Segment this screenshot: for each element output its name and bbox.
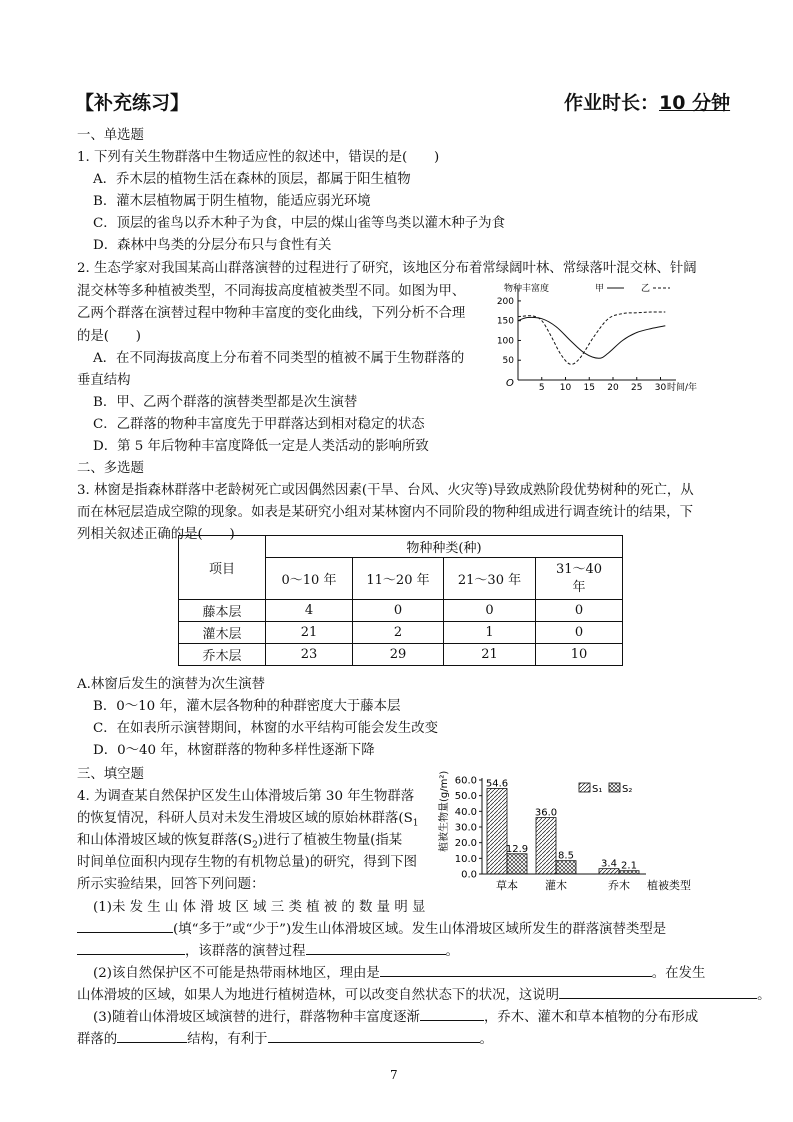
duration-value: 10 分钟 <box>659 92 731 114</box>
question-1-option-d: D．森林中鸟类的分层分布只与食性有关 <box>93 238 332 253</box>
y-tick-label: 50.0 <box>454 791 477 803</box>
question-2-option-d: D．第 5 年后物种丰富度降低一定是人类活动的影响所致 <box>93 439 429 454</box>
answer-blank[interactable] <box>559 986 757 999</box>
x-tick-label: 5 <box>538 383 545 393</box>
table-row <box>179 622 623 644</box>
bar-value-label: 12.9 <box>505 843 529 855</box>
answer-blank[interactable] <box>380 964 652 977</box>
x-tick-label: 30 <box>654 383 667 393</box>
question-4-part-2-end: 。 <box>757 988 771 1003</box>
table-cell: 0 <box>536 622 623 644</box>
question-3-line-3: 列相关叙述正确的是( ) <box>77 527 235 542</box>
question-4-part-3-line-1 <box>93 1006 698 1025</box>
question-2-line-1: 2. 生态学家对我国某高山群落演替的过程进行了研究，该地区分布着常绿阔叶林、常绿落叶混交林、针阔 <box>77 261 697 276</box>
question-4-line-2 <box>77 807 419 829</box>
subscript: 2 <box>252 840 258 851</box>
bar-s1-1 <box>536 818 556 874</box>
table-period-4-line-1: 31～40 <box>555 561 603 577</box>
question-3-option-d: D．0～40 年，林窗群落的物种多样性逐渐下降 <box>93 743 375 758</box>
question-4-part-3-text-3: 群落的 <box>77 1032 118 1047</box>
category-label: 草本 <box>496 879 518 892</box>
question-2-option-b: B．甲、乙两个群落的演替类型都是次生演替 <box>93 395 358 410</box>
species-table <box>178 535 623 666</box>
bar-s1-0 <box>487 788 507 874</box>
answer-blank[interactable] <box>77 942 185 955</box>
bar-value-label: 36.0 <box>534 807 558 819</box>
exercise-title: 【补充练习】 <box>75 92 190 114</box>
question-4-part-3-line-2 <box>77 1028 493 1047</box>
table-header-item: 项目 <box>179 536 266 600</box>
chart-y-label: 物种丰富度 <box>504 284 550 294</box>
homework-duration <box>564 88 730 115</box>
bar-value-label: 3.4 <box>601 858 617 870</box>
question-3-option-a: A.林窗后发生的演替为次生演替 <box>77 677 266 692</box>
question-2-option-a: A．在不同海拔高度上分布着不同类型的植被不属于生物群落的 <box>93 351 465 366</box>
y-tick-label: 40.0 <box>454 806 477 818</box>
table-cell: 0 <box>444 600 536 622</box>
table-cell: 21 <box>266 622 353 644</box>
question-4-part-2-text-2: 。在发生 <box>651 966 706 981</box>
question-4-line-5: 所示实验结果，回答下列问题： <box>77 877 265 892</box>
legend-jia-label: 甲 <box>595 284 605 294</box>
subscript: 1 <box>412 818 419 829</box>
question-1-option-c: C．顶层的雀鸟以乔木种子为食，中层的煤山雀等鸟类以灌木种子为食 <box>93 216 505 231</box>
x-tick-label: 20 <box>607 383 619 393</box>
question-2-option-c: C．乙群落的物种丰富度先于甲群落达到相对稳定的状态 <box>93 417 425 432</box>
question-3-line-1: 3. 林窗是指森林群落中老龄树死亡或因偶然因素(干旱、台风、火灾等)导致成熟阶段优势树种的死亡，从 <box>77 483 694 498</box>
question-4-line-3 <box>77 829 402 851</box>
duration-label: 作业时长： <box>564 92 660 114</box>
question-3-option-c: C．在如表所示演替期间，林窗的水平结构可能会发生改变 <box>93 721 439 736</box>
question-4-part-3-text: (3)随着山体滑坡区域演替的进行，群落物种丰富度逐渐 <box>93 1010 420 1025</box>
table-cell: 0 <box>536 600 623 622</box>
question-4-part-1-text-2: ，该群落的演替过程 <box>185 944 306 959</box>
table-cell: 23 <box>266 644 353 666</box>
table-period-1: 0～10 年 <box>266 558 353 600</box>
bar-chart-x-label: 植被类型 <box>647 879 691 892</box>
legend-yi-label: 乙 <box>641 284 651 294</box>
y-tick-label: 50 <box>502 356 514 367</box>
question-4-part-1-line-1: (1)未 发 生 山 体 滑 坡 区 域 三 类 植 被 的 数 量 明 显 <box>93 900 426 915</box>
question-4-part-3-text-2: ，乔木、灌木和草本植物的分布形成 <box>483 1010 699 1025</box>
question-4-part-2-text-3: 山体滑坡的区域，如果人为地进行植树造林，可以改变自然状态下的状况，这说明 <box>77 988 560 1003</box>
bar-value-label: 54.6 <box>485 778 509 790</box>
category-label: 灌木 <box>545 879 567 892</box>
species-richness-line-chart <box>486 279 708 394</box>
question-4-part-3-end: 。 <box>479 1032 493 1047</box>
question-1-stem: 1. 下列有关生物群落中生物适应性的叙述中，错误的是( ) <box>77 150 440 165</box>
bar-s2-0 <box>507 854 527 874</box>
y-tick-label: 60.0 <box>454 775 477 787</box>
table-cell: 2 <box>353 622 444 644</box>
table-period-2: 11～20 年 <box>353 558 444 600</box>
answer-blank[interactable] <box>77 920 173 933</box>
bar-value-label: 8.5 <box>558 850 574 862</box>
y-tick-label: 100 <box>496 336 514 347</box>
question-3-line-2: 而在林冠层造成空隙的现象。如表是某研究小组对某林窗内不同阶段的物种组成进行调查统计的结果，下 <box>77 505 693 520</box>
question-4-line-3a: 和山体滑坡区域的恢复群落(S <box>77 833 253 848</box>
legend-s1-swatch <box>579 783 590 792</box>
bar-s2-1 <box>556 861 576 874</box>
section-heading-single-choice: 一、单选题 <box>77 128 144 143</box>
question-4-line-1: 4. 为调查某自然保护区发生山体滑坡后第 30 年生物群落 <box>77 789 415 804</box>
y-tick-label: 20.0 <box>454 838 477 850</box>
table-period-3: 21～30 年 <box>444 558 536 600</box>
category-label: 乔木 <box>608 879 630 892</box>
bar-value-label: 2.1 <box>621 860 637 872</box>
question-4-part-1-line-3 <box>77 940 459 959</box>
section-heading-fill-in: 三、填空题 <box>77 767 144 782</box>
question-1-option-b: B．灌木层植物属于阴生植物，能适应弱光环境 <box>93 194 371 209</box>
question-3-option-b: B．0～10 年，灌木层各物种的种群密度大于藤本层 <box>93 699 401 714</box>
table-row <box>179 600 623 622</box>
x-tick-label: 15 <box>583 383 595 393</box>
answer-blank[interactable] <box>420 1008 484 1021</box>
chart-x-label: 时间/年 <box>667 383 698 393</box>
table-cell: 21 <box>444 644 536 666</box>
table-cell: 10 <box>536 644 623 666</box>
page-number: 7 <box>390 1068 398 1082</box>
answer-blank[interactable] <box>306 942 446 955</box>
table-row-label: 灌木层 <box>179 622 266 644</box>
table-cell: 0 <box>353 600 444 622</box>
table-cell: 29 <box>353 644 444 666</box>
table-header-species: 物种种类(种) <box>266 536 623 558</box>
question-4-line-4: 时间单位面积内现存生物的有机物总量)的研究，得到下图 <box>77 855 417 870</box>
question-1-option-a: A．乔木层的植物生活在森林的顶层，都属于阳生植物 <box>93 172 411 187</box>
series-line-jia <box>518 317 665 358</box>
chart-origin: O <box>506 378 514 389</box>
question-4-part-1-line-2 <box>77 918 666 937</box>
y-tick-label: 10.0 <box>454 853 477 865</box>
legend-s2-swatch <box>609 783 620 792</box>
answer-blank[interactable] <box>117 1030 187 1043</box>
y-tick-label: 30.0 <box>454 822 477 834</box>
x-tick-label: 10 <box>559 383 572 393</box>
vegetation-biomass-bar-chart <box>438 770 710 896</box>
question-4-line-3b: )进行了植被生物量(指某 <box>257 833 403 848</box>
question-4-part-2-text: (2)该自然保护区不可能是热带雨林地区，理由是 <box>93 966 380 981</box>
section-heading-multiple-choice: 二、多选题 <box>77 461 144 476</box>
table-period-4-line-2: 年 <box>572 579 586 595</box>
y-tick-label: 150 <box>496 316 514 327</box>
question-4-line-2-text: 的恢复情况，科研人员对未发生滑坡区域的原始林群落(S <box>77 811 413 826</box>
question-4-part-2-line-1 <box>93 962 705 981</box>
y-tick-label: 200 <box>496 296 514 307</box>
legend-s1-label: S₁ <box>592 784 603 795</box>
answer-blank[interactable] <box>268 1030 480 1043</box>
y-tick-label: 0.0 <box>461 869 477 881</box>
table-period-4 <box>536 558 623 600</box>
table-row-label: 乔木层 <box>179 644 266 666</box>
question-2-line-2: 混交林等多种植被类型，不同海拔高度植被类型不同。如图为甲、 <box>77 284 466 299</box>
question-2-line-4: 的是( ) <box>77 329 142 344</box>
table-cell: 4 <box>266 600 353 622</box>
legend-s2-label: S₂ <box>622 784 633 795</box>
question-4-part-1-text: (填“多于”或“少于”)发生山体滑坡区域。发生山体滑坡区域所发生的群落演替类型是 <box>173 922 667 937</box>
question-4-part-1-end: 。 <box>445 944 459 959</box>
table-row <box>179 644 623 666</box>
bar-chart-y-label: 植被生物量(g/m²) <box>439 770 450 852</box>
x-tick-label: 25 <box>631 383 643 393</box>
table-row-label: 藤本层 <box>179 600 266 622</box>
question-4-part-3-text-4: 结构，有利于 <box>187 1032 268 1047</box>
question-2-line-3: 乙两个群落在演替过程中物种丰富度的变化曲线，下列分析不合理 <box>77 306 466 321</box>
question-2-option-a-continued: 垂直结构 <box>77 373 131 388</box>
table-cell: 1 <box>444 622 536 644</box>
question-4-part-2-line-2 <box>77 984 770 1003</box>
